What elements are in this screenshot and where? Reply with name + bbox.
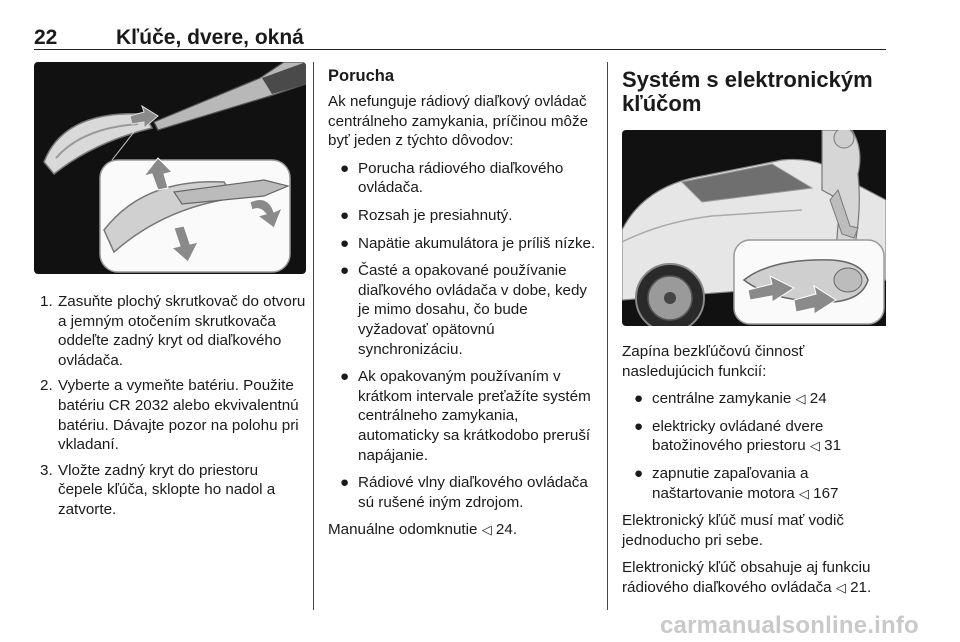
reference-arrow-icon: ◁	[835, 579, 846, 595]
list-item: ● zapnutie zapaľovania a naštartovanie motora ◁ 167	[634, 464, 839, 502]
page-header	[34, 14, 886, 50]
section-heading-porucha: Porucha	[328, 67, 395, 85]
list-item: ● elektricky ovládané dvere batožinového priestoru ◁ 31	[634, 417, 842, 455]
section-title-electronic-key: Systém s elektronickým kľúčom	[622, 67, 873, 116]
list-item: ● Rozsah je presiahnutý.	[340, 206, 513, 224]
column-middle	[328, 62, 596, 548]
reference-arrow-icon: ◁	[809, 438, 820, 454]
list-item: ● Časté a opakované používanie diaľkového ovládača v dobe, kedy je mimo dosahu, čo bude vyžadovať opätovnú synchronizáciu.	[340, 262, 588, 358]
porucha-intro: Ak nefunguje rádiový diaľkový ovládač centrálneho zamykania, príčinou môže byť jeden z týchto dôvodov:	[328, 93, 589, 150]
list-item: 2. Vyberte a vymeňte batériu. Použite batériu CR 2032 alebo ekvivalentnú batériu. Dávajte pozor na polohu pri vkladaní.	[40, 377, 299, 454]
chapter-title: Kľúče, dvere, okná	[116, 26, 304, 49]
electronic-key-bullets	[622, 389, 890, 503]
column-right	[622, 62, 890, 606]
list-item: 1. Zasuňte plochý skrutkovač do otvoru a jemným otočením skrutkovača oddeľte zadný kryt od diaľkového ovládača.	[40, 293, 306, 369]
key-battery-figure	[34, 62, 306, 274]
list-item: ● Porucha rádiového diaľkového ovládača.	[340, 159, 564, 197]
column-left	[34, 62, 306, 526]
page-number: 22	[34, 26, 58, 49]
list-item: ● centrálne zamykanie ◁ 24	[634, 390, 827, 408]
list-item: ● Rádiové vlny diaľkového ovládača sú rušené iným zdrojom.	[340, 474, 588, 511]
electronic-key-para1: Elektronický kľúč musí mať vodič jednoducho pri sebe.	[622, 512, 844, 549]
electronic-key-para2: Elektronický kľúč obsahuje aj funkciu rádiového diaľkového ovládača ◁ 21.	[622, 559, 872, 596]
column-divider-1	[313, 62, 314, 610]
car-door-handle-figure	[622, 130, 890, 326]
manual-unlock-ref: Manuálne odomknutie ◁ 24.	[328, 521, 518, 539]
list-item: ● Ak opakovaným používaním v krátkom intervale preťažíte systém centrálneho zamykania, automaticky sa krátkodobo preruší napájanie.	[340, 368, 591, 464]
electronic-key-intro: Zapína bezkľúčovú činnosť nasledujúcich funkcií:	[622, 343, 805, 380]
list-item: ● Napätie akumulátora je príliš nízke.	[340, 234, 596, 252]
battery-steps-list	[34, 292, 306, 520]
reference-arrow-icon: ◁	[798, 485, 809, 501]
watermark: carmanualsonline.info	[660, 612, 919, 639]
column-divider-2	[607, 62, 608, 610]
reference-arrow-icon: ◁	[481, 522, 492, 538]
reference-arrow-icon: ◁	[795, 391, 806, 407]
porucha-bullets	[328, 159, 596, 513]
list-item: 3. Vložte zadný kryt do priestoru čepele kľúča, sklopte ho nadol a zatvorte.	[40, 461, 276, 518]
